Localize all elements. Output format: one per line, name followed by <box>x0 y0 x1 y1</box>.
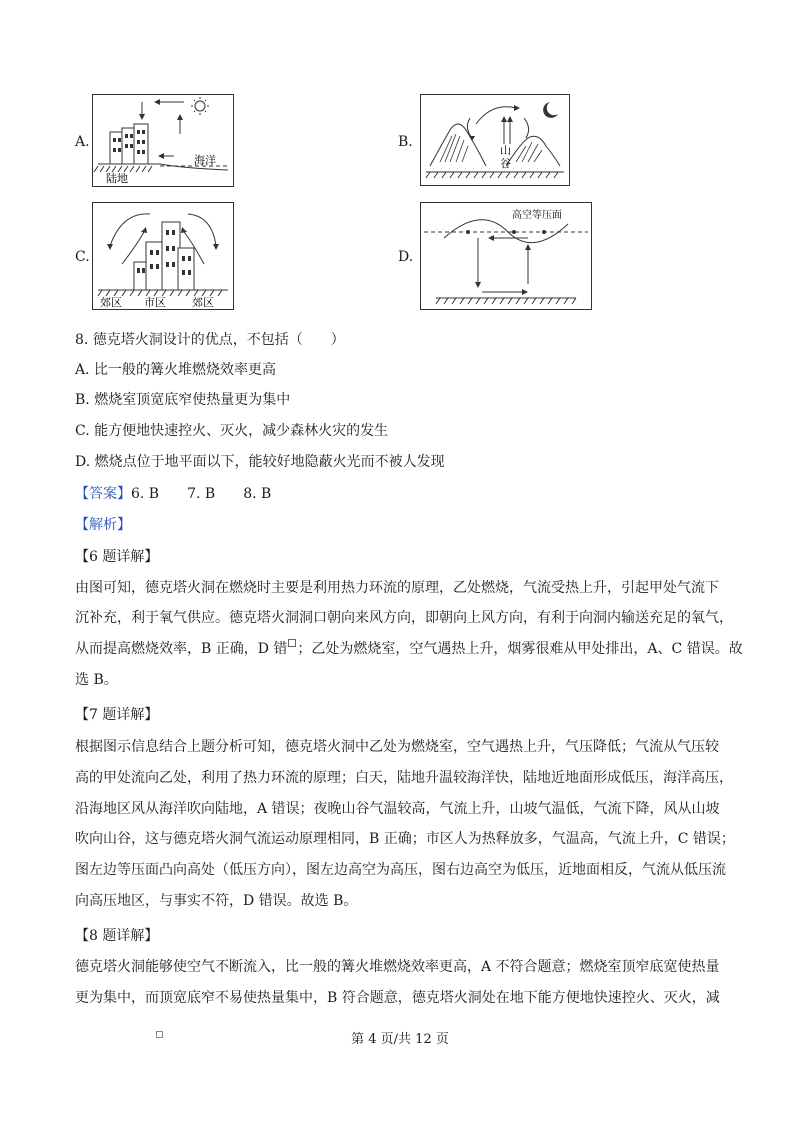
figure-c-suburb-right-label: 郊区 <box>192 296 214 309</box>
analysis-tag-text: 【解析】 <box>75 517 131 533</box>
q6-header: 【6 题详解】 <box>75 549 159 565</box>
figure-d-isobar-label: 高空等压面 <box>512 210 562 221</box>
q8-detail-header: 【8 题详解】 <box>75 928 159 944</box>
answer-line <box>75 484 735 504</box>
figure-b-valley-breeze <box>420 94 570 186</box>
option-d-letter: D. <box>398 249 414 265</box>
figure-d-isobar <box>420 202 592 310</box>
answer-text: 6. B 7. B 8. B <box>131 486 272 502</box>
q8-option-a: A. 比一般的篝火堆燃烧效率更高 <box>75 362 277 378</box>
q7-line-6: 向高压地区，与事实不符，D 错误。故选 B。 <box>75 893 358 909</box>
page-footer: 第 4 页/共 12 页 <box>351 1032 449 1047</box>
q8-option-c: C. 能方便地快速控火、灭火，减少森林火灾的发生 <box>75 423 389 439</box>
q7-line-5: 图左边等压面凸向高处（低压方向），图左边高空为高压，图右边高空为低压，近地面相反，气流从低压流 <box>75 862 726 878</box>
figure-b-valley-label-2: 谷 <box>500 157 511 170</box>
option-b-letter: B. <box>398 134 413 150</box>
option-a-letter: A. <box>75 134 90 150</box>
q8-detail-line-2: 更为集中，而顶宽底窄不易使热量集中，B 符合题意，德克塔火洞处在地下能方便地快速控火、灭火，减 <box>75 990 720 1006</box>
figure-b-valley-label-1: 山 <box>500 144 511 157</box>
q6-line-3 <box>75 639 743 659</box>
q8-detail-line-1: 德克塔火洞能够使空气不断流入，比一般的篝火堆燃烧效率更高，A 不符合题意；燃烧室顶窄底宽使热量 <box>75 959 720 975</box>
figure-a-land-label: 陆地 <box>106 172 128 185</box>
q7-line-3: 沿海地区风从海洋吹向陆地，A 错误；夜晚山谷气温较高，气流上升，山坡气温低，气流下降，风从山坡 <box>75 801 720 817</box>
figure-c-suburb-left-label: 郊区 <box>100 296 122 309</box>
q6-line-4: 选 B。 <box>75 672 118 688</box>
q7-line-2: 高的甲处流向乙处，利用了热力环流的原理；白天，陆地升温较海洋快，陆地近地面形成低压，海洋高压， <box>75 770 733 786</box>
q8-option-b: B. 燃烧室顶宽底窄使热量更为集中 <box>75 392 291 408</box>
q6-line-1: 由图可知，德克塔火洞在燃烧时主要是利用热力环流的原理，乙处燃烧，气流受热上升，引起甲处气流下 <box>75 580 719 596</box>
option-c-letter: C. <box>75 249 90 265</box>
figure-c-heat-island <box>92 202 234 310</box>
q8-stem: 8. 德克塔火洞设计的优点，不包括（ ） <box>75 332 345 348</box>
q7-line-4: 吹向山谷，这与德克塔火洞气流运动原理相同，B 正确；市区人为热释放多，气温高，气流上升，C 错误； <box>75 831 735 847</box>
q6-line-2: 沉补充，利于氧气供应。德克塔火洞洞口朝向来风方向，即朝向上风方向，有利于向洞内输送充足的氧气， <box>75 610 733 626</box>
q6-line-3a: 从而提高燃烧效率，B 正确，D 错 <box>75 641 288 657</box>
figure-a-sea-breeze <box>92 94 234 187</box>
q8-option-d: D. 燃烧点位于地平面以下，能较好地隐蔽火光而不被人发现 <box>75 454 445 470</box>
answer-tag: 【答案】 <box>75 486 131 502</box>
figure-c-city-label: 市区 <box>144 296 166 309</box>
figure-a-sea-label: 海洋 <box>194 154 216 167</box>
q7-line-1: 根据图示信息结合上题分析可知，德克塔火洞中乙处为燃烧室，空气遇热上升，气压降低；气流从气压较 <box>75 739 719 755</box>
q7-header: 【7 题详解】 <box>75 707 159 723</box>
placeholder-box-icon <box>288 639 296 647</box>
analysis-tag <box>75 515 735 535</box>
q6-line-3b: ；乙处为燃烧室，空气遇热上升，烟雾很难从甲处排出，A、C 错误。故 <box>297 641 743 657</box>
